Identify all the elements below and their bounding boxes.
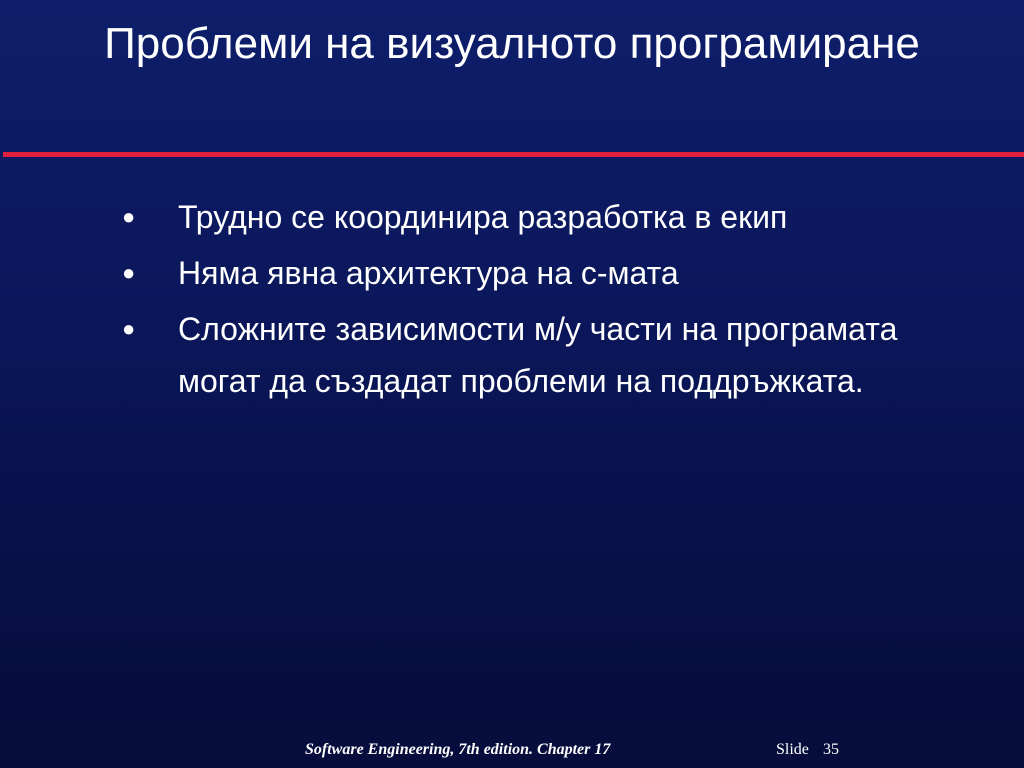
bullet-text: Сложните зависимости м/у части на програмата могат да създадат проблеми на поддръжката. [178,311,898,399]
title-divider [3,152,1024,157]
bullet-item [120,247,970,299]
bullet-icon: ● [122,260,136,285]
bullet-text: Трудно се координира разработка в екип [178,199,788,235]
footer-book-title: Software Engineering, 7th edition. Chapter 17 [305,741,611,758]
bullet-icon: ● [122,316,136,341]
slide-footer [0,738,1024,762]
bullet-item [120,303,970,407]
bullet-icon: ● [122,204,136,229]
slide-title: Проблеми на визуалното програмиране [104,19,920,68]
footer-slide-label: Slide [776,741,809,758]
bullet-list [120,191,970,411]
bullet-item [120,191,970,243]
bullet-text: Няма явна архитектура на с-мата [178,255,679,291]
footer-slide-number: 35 [823,741,839,758]
